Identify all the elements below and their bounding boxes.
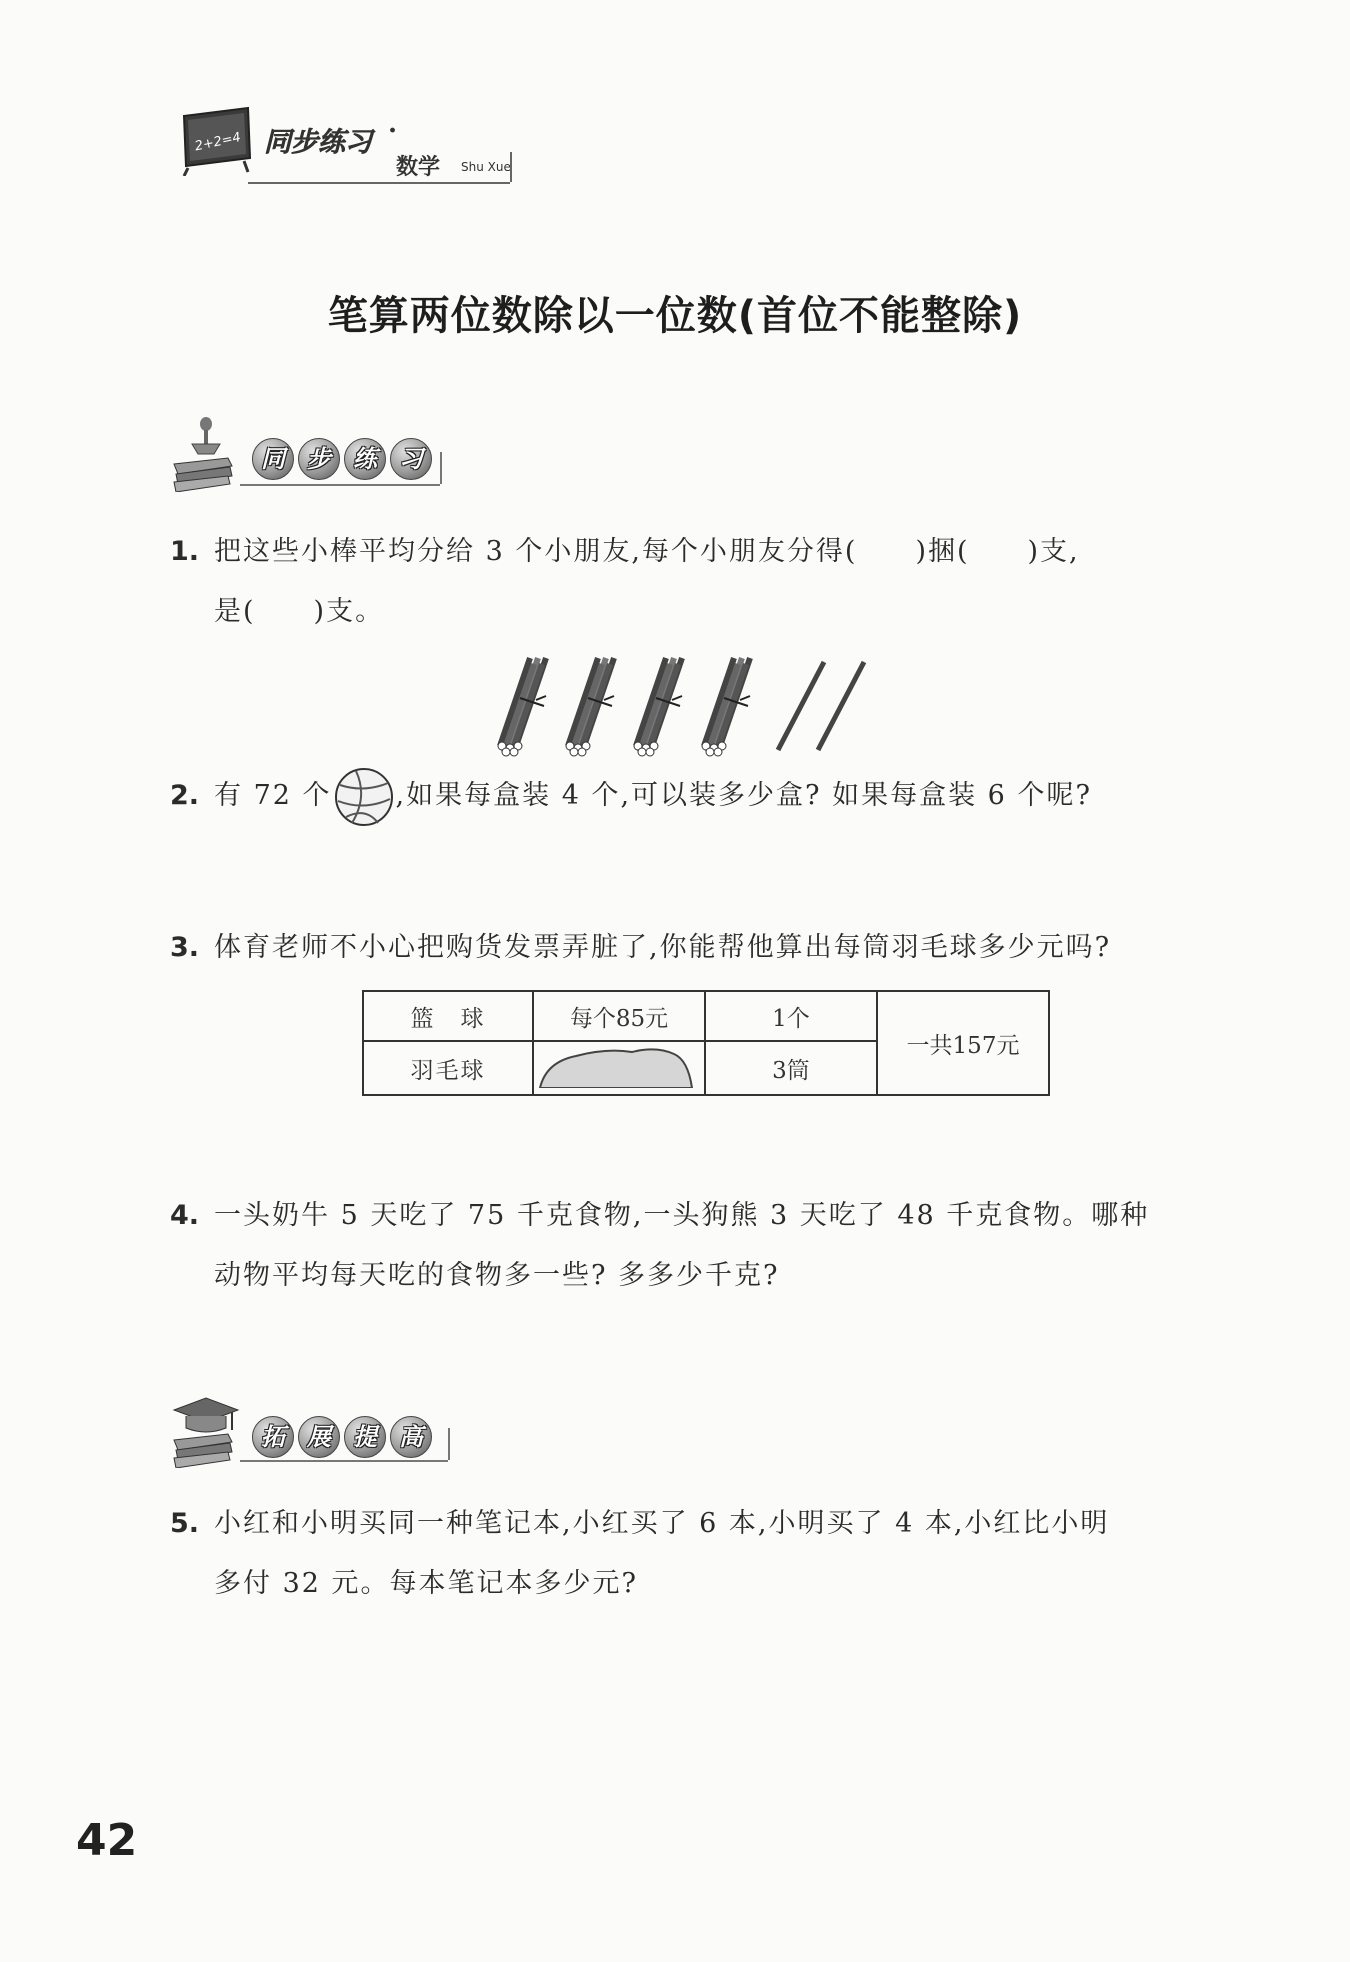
section-label-extension [252, 1416, 432, 1458]
section-bracket [448, 1428, 450, 1460]
section-char: 拓 [252, 1416, 294, 1458]
question-2 [170, 766, 1210, 827]
volleyball-icon [332, 767, 396, 827]
blackboard-icon [178, 106, 254, 176]
header-pinyin: Shu Xue [461, 160, 511, 174]
stick-bundle-icon [566, 658, 614, 756]
section-underline [240, 1460, 448, 1462]
stick-bundle-icon [634, 658, 682, 756]
question-text: 一头奶牛 5 天吃了 75 千克食物,一头狗熊 3 天吃了 48 千克食物。哪种 [214, 1200, 1150, 1231]
section-char: 高 [390, 1416, 432, 1458]
section-char: 提 [344, 1416, 386, 1458]
question-number: 1. [170, 536, 200, 567]
question-text: 多付 32 元。每本笔记本多少元? [214, 1568, 638, 1599]
receipt-qty: 1个 [705, 991, 877, 1041]
receipt-item: 篮 球 [363, 991, 533, 1041]
question-5 [170, 1494, 1210, 1614]
question-number: 5. [170, 1508, 200, 1539]
header-title: 同步练习 [264, 127, 372, 158]
section-char: 同 [252, 438, 294, 480]
receipt-item: 羽毛球 [363, 1041, 533, 1095]
section-bracket [440, 452, 442, 484]
section-char: 习 [390, 438, 432, 480]
table-row [363, 991, 1049, 1041]
question-number: 3. [170, 932, 200, 963]
section-underline [240, 484, 440, 486]
page-title: 笔算两位数除以一位数(首位不能整除) [327, 293, 1023, 339]
header-dot: · [388, 116, 398, 146]
single-stick-icon [778, 662, 824, 750]
section-char: 步 [298, 438, 340, 480]
question-1 [170, 522, 1210, 642]
page-number: 42 [76, 1815, 138, 1866]
receipt-table [362, 990, 1050, 1096]
stick-bundle-icon [498, 658, 546, 756]
section-char: 练 [344, 438, 386, 480]
section-char: 展 [298, 1416, 340, 1458]
stick-bundle-icon [702, 658, 750, 756]
books-lamp-icon [170, 412, 240, 492]
section-banner-extension [170, 1388, 450, 1468]
receipt-qty: 3筒 [705, 1041, 877, 1095]
svg-text:2+2=4: 2+2=4 [193, 129, 243, 155]
single-stick-icon [818, 662, 864, 750]
question-text: 把这些小棒平均分给 3 个小朋友,每个小朋友分得( )捆( )支, [214, 536, 1080, 567]
smudge-cell [533, 1041, 705, 1095]
section-banner-practice [170, 412, 442, 492]
question-4 [170, 1186, 1210, 1306]
ink-smudge-icon [536, 1042, 702, 1088]
question-text: 小红和小明买同一种笔记本,小红买了 6 本,小明买了 4 本,小红比小明 [214, 1508, 1110, 1539]
question-text [214, 766, 1210, 827]
question-text: 体育老师不小心把购货发票弄脏了,你能帮他算出每筒羽毛球多少元吗? [214, 932, 1112, 963]
question-text-after: ,如果每盒装 4 个,可以装多少盒? 如果每盒装 6 个呢? [395, 780, 1092, 811]
graduation-cap-books-icon [170, 1388, 240, 1468]
header-badge [168, 100, 528, 195]
question-text: 是( )支。 [214, 596, 385, 627]
receipt-total: 一共157元 [877, 991, 1049, 1095]
question-3 [170, 918, 1210, 978]
section-label-practice [252, 438, 432, 480]
question-number: 4. [170, 1200, 200, 1231]
header-subject: 数学 [396, 155, 441, 180]
question-number: 2. [170, 780, 200, 811]
sticks-illustration [480, 648, 900, 758]
header-underline [248, 182, 510, 184]
question-text: 动物平均每天吃的食物多一些? 多多少千克? [214, 1260, 780, 1291]
header-bracket [510, 152, 512, 182]
receipt-price: 每个85元 [533, 991, 705, 1041]
question-text-before: 有 72 个 [214, 780, 332, 811]
